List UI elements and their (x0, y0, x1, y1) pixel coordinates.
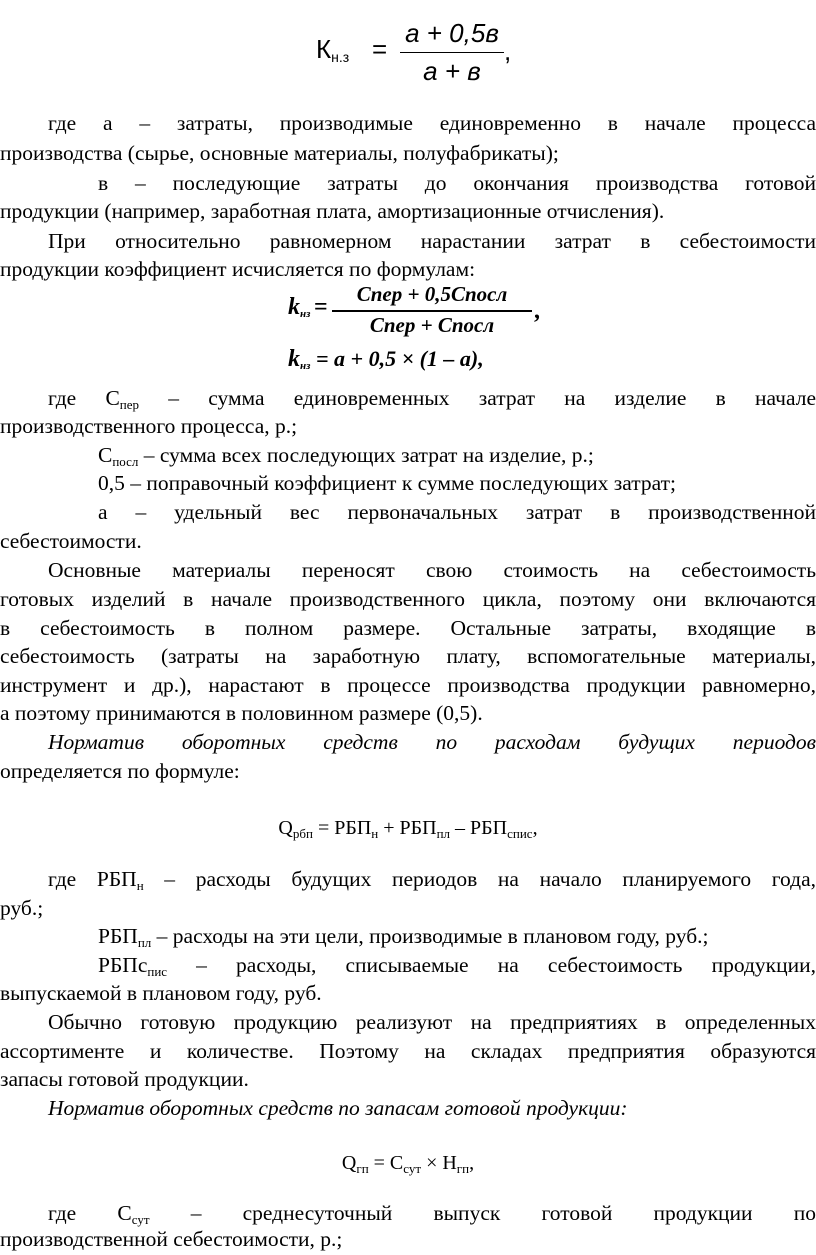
text-line: 0,5 – поправочный коэффициент к сумме последующих затрат; (98, 471, 676, 495)
text-line: где $РБП_н$ – расходы будущих периодов на начало планируемого года, (48, 867, 816, 893)
text-line: выпускаемой в плановом году, руб. (0, 981, 322, 1005)
text-line: При относительно равномерном нарастании затрат в себестоимости (48, 229, 816, 253)
text-line: продукции коэффициент исчисляется по формулам: (0, 257, 476, 281)
text-line: где а – затраты, производимые единовременно в начале процесса (48, 111, 816, 135)
text-line: $С_{посл}$ – сумма всех последующих затрат на изделие, р.; (98, 443, 594, 469)
text-line-italic: Норматив оборотных средств по расходам будущих периодов (48, 730, 816, 754)
text-line: Основные материалы переносят свою стоимость на себестоимость (48, 558, 816, 582)
text-line: производства (сырье, основные материалы, полуфабрикаты); (0, 141, 559, 165)
text-line: готовых изделий в начале производственного цикла, поэтому они включаются (0, 587, 816, 611)
formula-numerator: Спер + 0,5Спосл (356, 282, 508, 306)
formula-q-gp: $Q_{гп} = С_{сут} \times Н_{гп}$, (341, 1152, 475, 1176)
formula-lhs: $k_{нз}$ (288, 294, 311, 320)
formula-rhs: = а + 0,5 × (1 – а), (316, 346, 484, 371)
formula-denominator: Спер + Спосл (369, 313, 495, 337)
text-line: $РБП_{пл}$ – расходы на эти цели, производимые в плановом году, руб.; (98, 924, 709, 950)
text-line: ассортименте и количестве. Поэтому на складах предприятия образуются (0, 1039, 816, 1063)
formula-lhs: $k_{нз}$ (288, 346, 311, 372)
text-line: а поэтому принимаются в половинном размере (0,5). (0, 701, 483, 725)
fraction-bar (332, 310, 532, 312)
text-line: продукции (например, заработная плата, амортизационные отчисления). (0, 199, 665, 223)
text-line: себестоимость (затраты на заработную плату, вспомогательные материалы, (0, 644, 816, 668)
text-line: Обычно готовую продукцию реализуют на предприятиях в определенных (48, 1010, 816, 1034)
formula-denominator: а + в (423, 56, 481, 86)
text-line: определяется по формуле: (0, 759, 240, 783)
text-line: РБПс$_{пис}$ – расходы, списываемые на себестоимость продукции, (98, 953, 816, 979)
text-line: производственного процесса, р.; (0, 414, 298, 438)
equals-sign: = (372, 34, 388, 64)
text-line: запасы готовой продукции. (0, 1067, 249, 1091)
text-line-italic: Норматив оборотных средств по запасам готовой продукции: (48, 1096, 628, 1120)
fraction-bar (400, 52, 504, 53)
text-line: производственной себестоимости, р.; (0, 1227, 343, 1251)
text-line: в – последующие затраты до окончания производства готовой (98, 171, 816, 195)
text-line: инструмент и др.), нарастают в процессе производства продукции равномерно, (0, 673, 816, 697)
formula-numerator: а + 0,5в (405, 18, 499, 48)
text-line: руб.; (0, 896, 44, 920)
formula-q-rbp: $Q_{рбп} = РБП_н + РБП_{пл} - РБП_{спис}$, (278, 817, 538, 841)
formula-k-nz-cost: $k_{нз}$ = Спер + 0,5Спосл Спер + Спосл , $k_{нз}$ = а + 0,5 × (1 – а), (288, 282, 540, 372)
text-line: в себестоимость в полном размере. Остальные затраты, входящие в (0, 616, 816, 640)
text-line: а – удельный вес первоначальных затрат в производственной (98, 500, 816, 524)
formula-lhs: $К_{н.з}$ (316, 34, 350, 65)
text-line: где $С_{пер}$ – сумма единовременных затрат на изделие в начале (48, 386, 816, 412)
text-line: себестоимости. (0, 529, 142, 553)
formula-k-nz: $К_{н.з}$ = а + 0,5в а + в , (316, 18, 512, 86)
text-line: где $С_{сут}$ – среднесуточный выпуск готовой продукции по (48, 1201, 816, 1227)
